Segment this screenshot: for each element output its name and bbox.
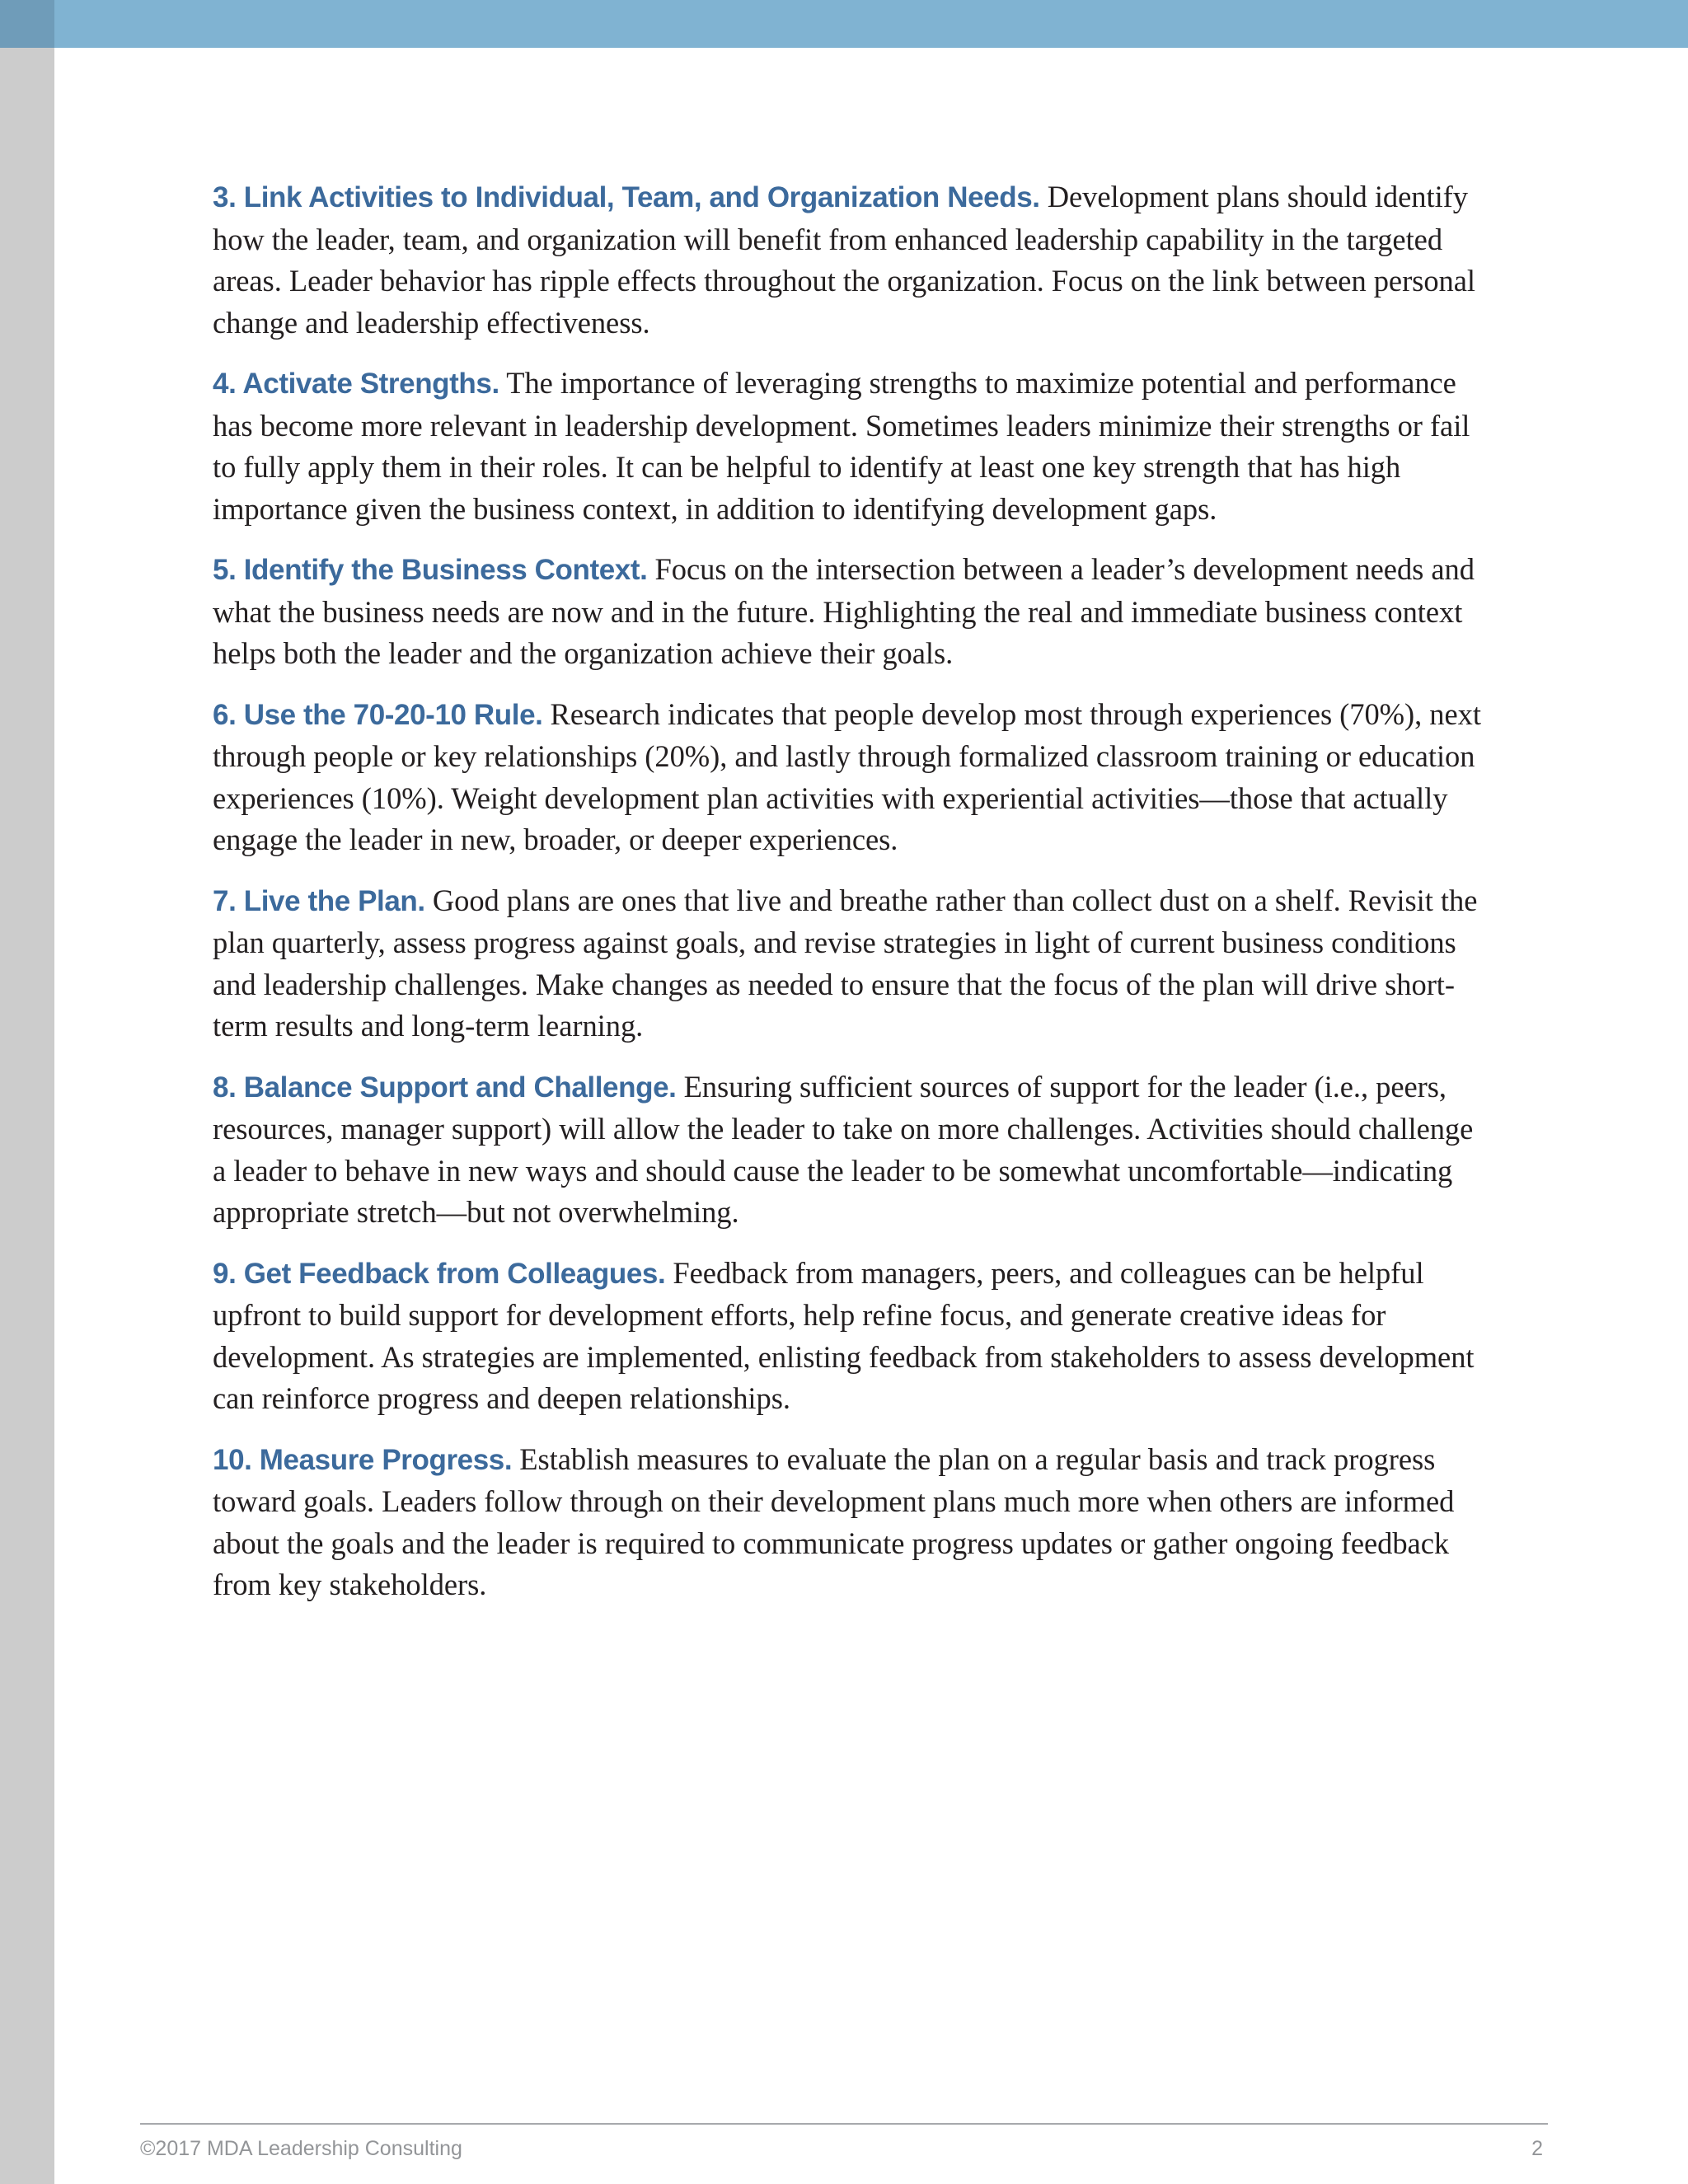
footer-divider xyxy=(140,2123,1548,2125)
item-body: Establish measures to evaluate the plan on a regular basis and track progress toward goals. Leaders follow through on their development plans much more when others are informed about the goals and the leader is required to communicate progress updates or gather ongoing feedback from key stakeholders. xyxy=(213,1441,1455,1601)
list-item xyxy=(213,549,1482,675)
list-item xyxy=(213,176,1482,344)
item-heading: 3. Link Activities to Individual, Team, and Organization Needs. xyxy=(213,181,1040,213)
item-body: The importance of leveraging strengths to maximize potential and performance has become more relevant in leadership development. Sometimes leaders minimize their strengths or fail to fully apply them in their roles. It can be helpful to identify at least one key strength that has high importance given the business context, in addition to identifying development gaps. xyxy=(213,366,1470,526)
item-body: Ensuring sufficient sources of support for the leader (i.e., peers, resources, manager support) will allow the leader to take on more challenges. Activities should challenge a leader to behave in new ways and should cause the leader to be somewhat uncomfortable—indicating appropriate stretch—but not overwhelming. xyxy=(213,1069,1474,1229)
left-margin-bar xyxy=(0,0,54,2184)
page-number: 2 xyxy=(1531,2137,1543,2160)
left-bar-top-block xyxy=(0,0,54,48)
item-heading: 6. Use the 70-20-10 Rule. xyxy=(213,698,543,731)
item-body: Feedback from managers, peers, and colleagues can be helpful upfront to build support for development efforts, help refine focus, and generate creative ideas for development. As strategies are implemented, enlisting feedback from stakeholders to assess development can reinforce progress and deepen relationships. xyxy=(213,1255,1475,1415)
list-item xyxy=(213,880,1482,1047)
list-item xyxy=(213,1253,1482,1420)
item-body: Development plans should identify how the leader, team, and organization will benefit from enhanced leadership capability in the targeted areas. Leader behavior has ripple effects throughout the organization. Focus on the link between personal change and leadership effectiveness. xyxy=(213,180,1475,340)
item-heading: 5. Identify the Business Context. xyxy=(213,554,648,586)
list-item xyxy=(213,363,1482,530)
item-body: Good plans are ones that live and breathe rather than collect dust on a shelf. Revisit the plan quarterly, assess progress against goals, and revise strategies in light of current business conditions and leadership challenges. Make changes as needed to ensure that the focus of the plan will drive short-term results and long-term learning. xyxy=(213,883,1478,1043)
item-body: Focus on the intersection between a leader’s development needs and what the business needs are now and in the future. Highlighting the real and immediate business context helps both the leader and the organization achieve their goals. xyxy=(213,552,1475,670)
item-heading: 9. Get Feedback from Colleagues. xyxy=(213,1257,666,1290)
document-body xyxy=(213,176,1482,1625)
footer-copyright: ©2017 MDA Leadership Consulting xyxy=(140,2137,462,2160)
top-header-band xyxy=(0,0,1688,48)
item-heading: 7. Live the Plan. xyxy=(213,884,425,917)
list-item xyxy=(213,694,1482,861)
item-heading: 8. Balance Support and Challenge. xyxy=(213,1071,677,1104)
item-heading: 4. Activate Strengths. xyxy=(213,368,499,400)
item-body: Research indicates that people develop most through experiences (70%), next through people or key relationships (20%), and lastly through formalized classroom training or education experiences (10%). Weight development plan activities with experiential activities—those that actually engage the leader in new, broader, or deeper experiences. xyxy=(213,696,1481,856)
list-item xyxy=(213,1439,1482,1606)
list-item xyxy=(213,1066,1482,1234)
item-heading: 10. Measure Progress. xyxy=(213,1443,513,1476)
